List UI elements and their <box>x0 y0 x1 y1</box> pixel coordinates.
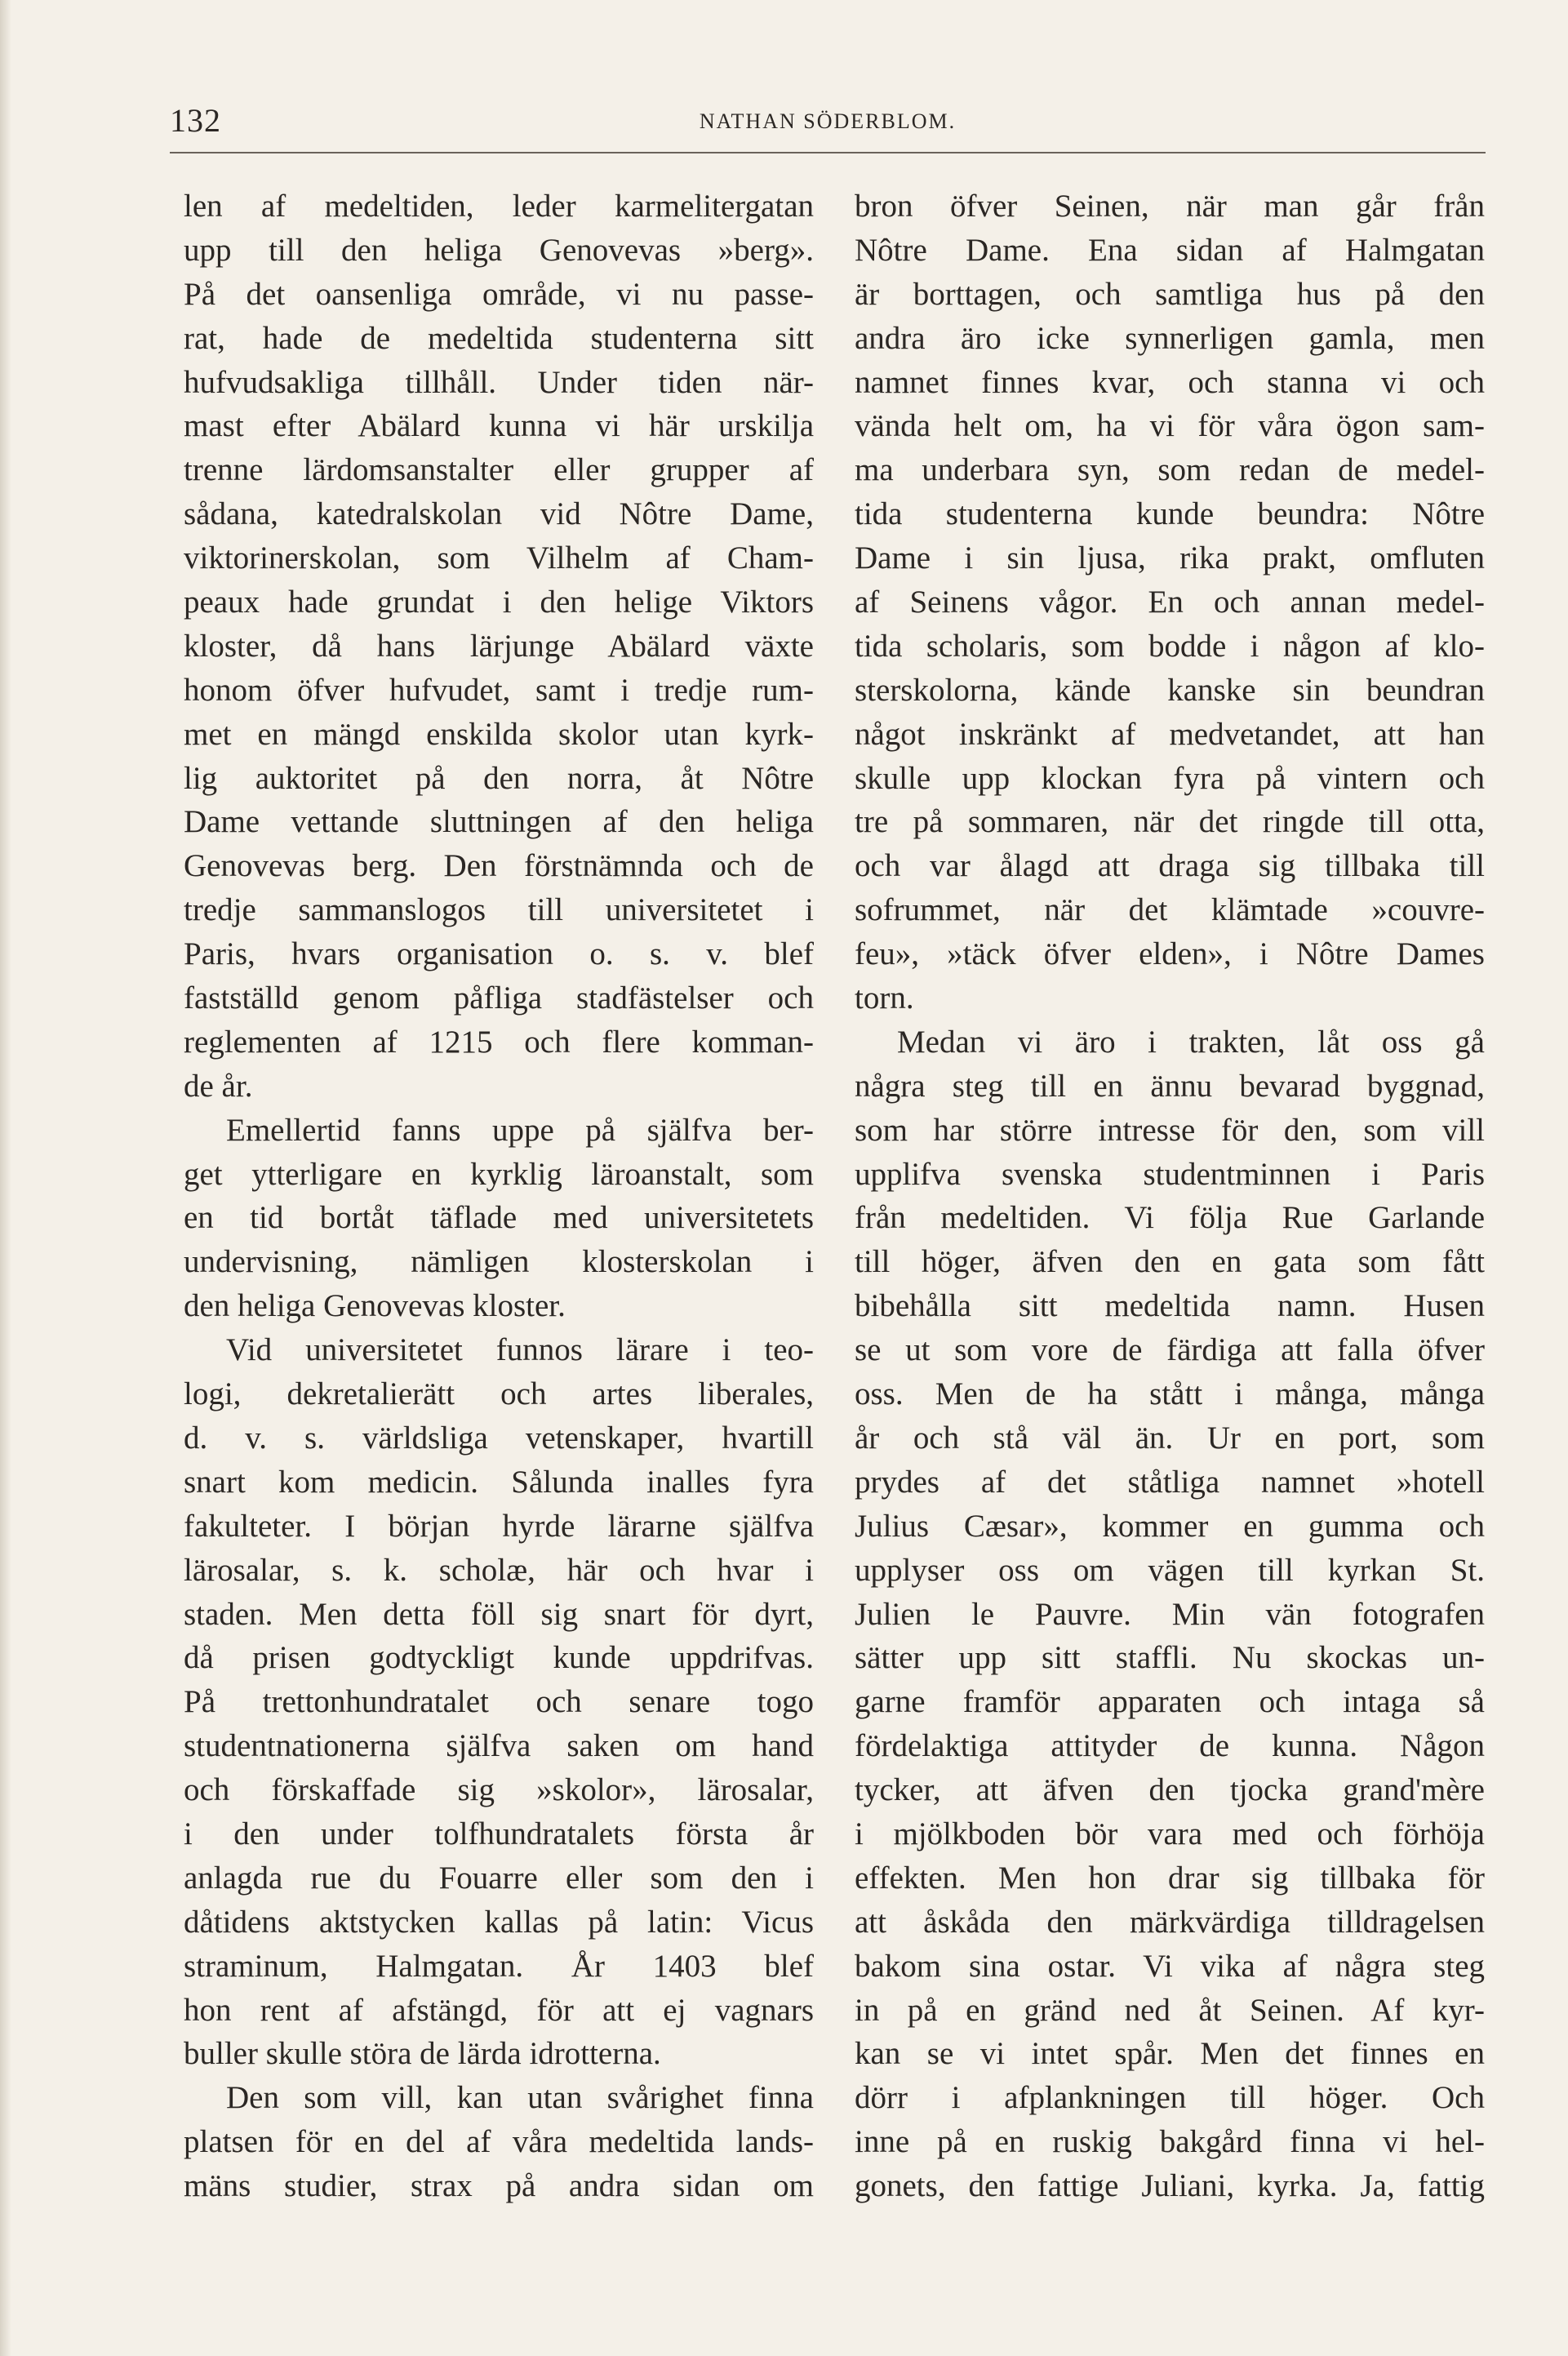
text-line: att åskåda den märkvärdiga tilldragelsen <box>855 1904 1485 1940</box>
text-line: rat, hade de medeltida studenterna sitt <box>184 320 814 356</box>
text-line: som har större intresse för den, som vill <box>855 1112 1485 1148</box>
text-line: anlagda rue du Fouarre eller som den i <box>184 1860 814 1896</box>
text-line: viktorinerskolan, som Vilhelm af Cham- <box>184 540 814 576</box>
text-line: snart kom medicin. Sålunda inalles fyra <box>184 1464 814 1500</box>
text-line: fördelaktiga attityder de kunna. Någon <box>855 1728 1485 1764</box>
left-column <box>184 184 814 2208</box>
text-line: prydes af det ståtliga namnet »hotell <box>855 1464 1485 1500</box>
text-line: lig auktoritet på den norra, åt Nôtre <box>184 760 814 796</box>
text-line: i den under tolfhundratalets första år <box>184 1816 814 1851</box>
text-line: tredje sammanslogos till universitetet i <box>184 892 814 928</box>
text-line: staden. Men detta föll sig snart för dyrt, <box>184 1596 814 1632</box>
text-line: då prisen godtyckligt kunde uppdrifvas. <box>184 1640 814 1676</box>
text-line: honom öfver hufvudet, samt i tredje rum- <box>184 672 814 708</box>
text-line: Genovevas berg. Den förstnämnda och de <box>184 848 814 884</box>
text-line: Julien le Pauvre. Min vän fotografen <box>855 1596 1485 1632</box>
text-line: kloster, då hans lärjunge Abälard växte <box>184 628 814 664</box>
text-line: lärosalar, s. k. scholæ, här och hvar i <box>184 1552 814 1588</box>
text-line: andra äro icke synnerligen gamla, men <box>855 320 1485 356</box>
text-line: tida scholaris, som bodde i någon af klo- <box>855 628 1485 664</box>
text-line: fastställd genom påfliga stadfästelser och <box>184 980 814 1016</box>
text-line: garne framför apparaten och intaga så <box>855 1684 1485 1720</box>
text-line: dåtidens aktstycken kallas på latin: Vicus <box>184 1904 814 1940</box>
text-line: kan se vi intet spår. Men det finnes en <box>855 2036 1485 2072</box>
text-line: och förskaffade sig »skolor», lärosalar, <box>184 1772 814 1808</box>
text-line: några steg till en ännu bevarad byggnad, <box>855 1068 1485 1104</box>
text-line: skulle upp klockan fyra på vintern och <box>855 760 1485 796</box>
page-number: 132 <box>170 102 221 139</box>
text-line: inne på en ruskig bakgård finna vi hel- <box>855 2124 1485 2160</box>
text-line: upplyser oss om vägen till kyrkan St. <box>855 1552 1485 1588</box>
text-line: sterskolorna, kände kanske sin beundran <box>855 672 1485 708</box>
text-line: se ut som vore de färdiga att falla öfver <box>855 1332 1485 1368</box>
text-line: Vid universitetet funnos lärare i teo- <box>226 1332 814 1368</box>
text-line: På det oansenliga område, vi nu passe- <box>184 276 814 312</box>
text-line: år och stå väl än. Ur en port, som <box>855 1420 1485 1456</box>
text-line: och var ålagd att draga sig tillbaka till <box>855 848 1485 884</box>
text-line: Paris, hvars organisation o. s. v. blef <box>184 936 814 972</box>
text-line: undervisning, nämligen klosterskolan i <box>184 1244 814 1280</box>
text-line: Den som vill, kan utan svårighet finna <box>226 2080 814 2116</box>
text-line: sätter upp sitt staffli. Nu skockas un- <box>855 1640 1485 1676</box>
text-line: mäns studier, strax på andra sidan om <box>184 2168 814 2204</box>
text-line: ma underbara syn, som redan de medel- <box>855 452 1485 488</box>
text-line: torn. <box>855 980 914 1016</box>
text-line: Medan vi äro i trakten, låt oss gå <box>897 1024 1485 1060</box>
text-line: dörr i afplankningen till höger. Och <box>855 2080 1485 2116</box>
text-line: d. v. s. världsliga vetenskaper, hvartill <box>184 1420 814 1456</box>
text-line: sådana, katedralskolan vid Nôtre Dame, <box>184 496 814 532</box>
text-line: den heliga Genovevas kloster. <box>184 1288 566 1324</box>
text-line: bakom sina ostar. Vi vika af några steg <box>855 1948 1485 1984</box>
text-line: Dame vettande sluttningen af den heliga <box>184 804 814 840</box>
text-line: vända helt om, ha vi för våra ögon sam- <box>855 408 1485 444</box>
text-line: af Seinens vågor. En och annan medel- <box>855 585 1485 620</box>
text-line: fakulteter. I början hyrde lärarne själfva <box>184 1508 814 1544</box>
text-line: namnet finnes kvar, och stanna vi och <box>855 364 1485 400</box>
text-line: trenne lärdomsanstalter eller grupper af <box>184 452 814 488</box>
text-line: är borttagen, och samtliga hus på den <box>855 276 1485 312</box>
text-line: hon rent af afstängd, för att ej vagnars <box>184 1992 814 2028</box>
text-line: mast efter Abälard kunna vi här urskilja <box>184 408 814 444</box>
text-line: Dame i sin ljusa, rika prakt, omfluten <box>855 540 1485 576</box>
text-line: bibehålla sitt medeltida namn. Husen <box>855 1288 1485 1324</box>
text-line: get ytterligare en kyrklig läroanstalt, som <box>184 1156 814 1192</box>
text-line: oss. Men de ha stått i många, många <box>855 1376 1485 1412</box>
text-line: Julius Cæsar», kommer en gumma och <box>855 1508 1485 1544</box>
text-line: reglementen af 1215 och flere komman- <box>184 1024 814 1060</box>
text-line: en tid bortåt täflade med universitetets <box>184 1200 814 1236</box>
text-line: peaux hade grundat i den helige Viktors <box>184 585 814 620</box>
text-line: sofrummet, när det klämtade »couvre- <box>855 892 1485 928</box>
text-line: Nôtre Dame. Ena sidan af Halmgatan <box>855 232 1485 268</box>
text-line: tycker, att äfven den tjocka grand'mère <box>855 1772 1485 1808</box>
text-line: till höger, äfven den en gata som fått <box>855 1244 1485 1280</box>
text-line: platsen för en del af våra medeltida lands- <box>184 2124 814 2160</box>
text-line: in på en gränd ned åt Seinen. Af kyr- <box>855 1992 1485 2028</box>
text-line: effekten. Men hon drar sig tillbaka för <box>855 1860 1485 1896</box>
text-line: met en mängd enskilda skolor utan kyrk- <box>184 716 814 752</box>
text-line: buller skulle störa de lärda idrotterna. <box>184 2036 661 2072</box>
text-line: upplifva svenska studentminnen i Paris <box>855 1156 1485 1192</box>
text-line: logi, dekretalierätt och artes liberales, <box>184 1376 814 1412</box>
text-line: studentnationerna själfva saken om hand <box>184 1728 814 1764</box>
text-line: len af medeltiden, leder karmelitergatan <box>184 189 814 224</box>
text-line: upp till den heliga Genovevas »berg». <box>184 232 814 268</box>
text-line: från medeltiden. Vi följa Rue Garlande <box>855 1200 1485 1236</box>
page-header <box>170 98 1486 147</box>
text-line: i mjölkboden bör vara med och förhöja <box>855 1816 1485 1851</box>
text-line: tida studenterna kunde beundra: Nôtre <box>855 496 1485 532</box>
text-line: feu», »täck öfver elden», i Nôtre Dames <box>855 936 1485 972</box>
text-line: bron öfver Seinen, när man går från <box>855 189 1485 224</box>
text-line: gonets, den fattige Juliani, kyrka. Ja, fattig <box>855 2168 1485 2204</box>
text-line: På trettonhundratalet och senare togo <box>184 1684 814 1720</box>
header-rule <box>170 152 1486 153</box>
running-head: NATHAN SÖDERBLOM. <box>699 109 957 133</box>
text-line: något inskränkt af medvetandet, att han <box>855 716 1485 752</box>
text-line: de år. <box>184 1068 253 1104</box>
text-line: hufvudsakliga tillhåll. Under tiden när- <box>184 364 814 400</box>
right-column <box>855 184 1485 2208</box>
page-edge-shadow <box>0 0 11 2356</box>
text-line: tre på sommaren, när det ringde till otta, <box>855 804 1485 840</box>
text-line: Emellertid fanns uppe på själfva ber- <box>226 1112 814 1148</box>
text-line: straminum, Halmgatan. År 1403 blef <box>184 1948 814 1984</box>
